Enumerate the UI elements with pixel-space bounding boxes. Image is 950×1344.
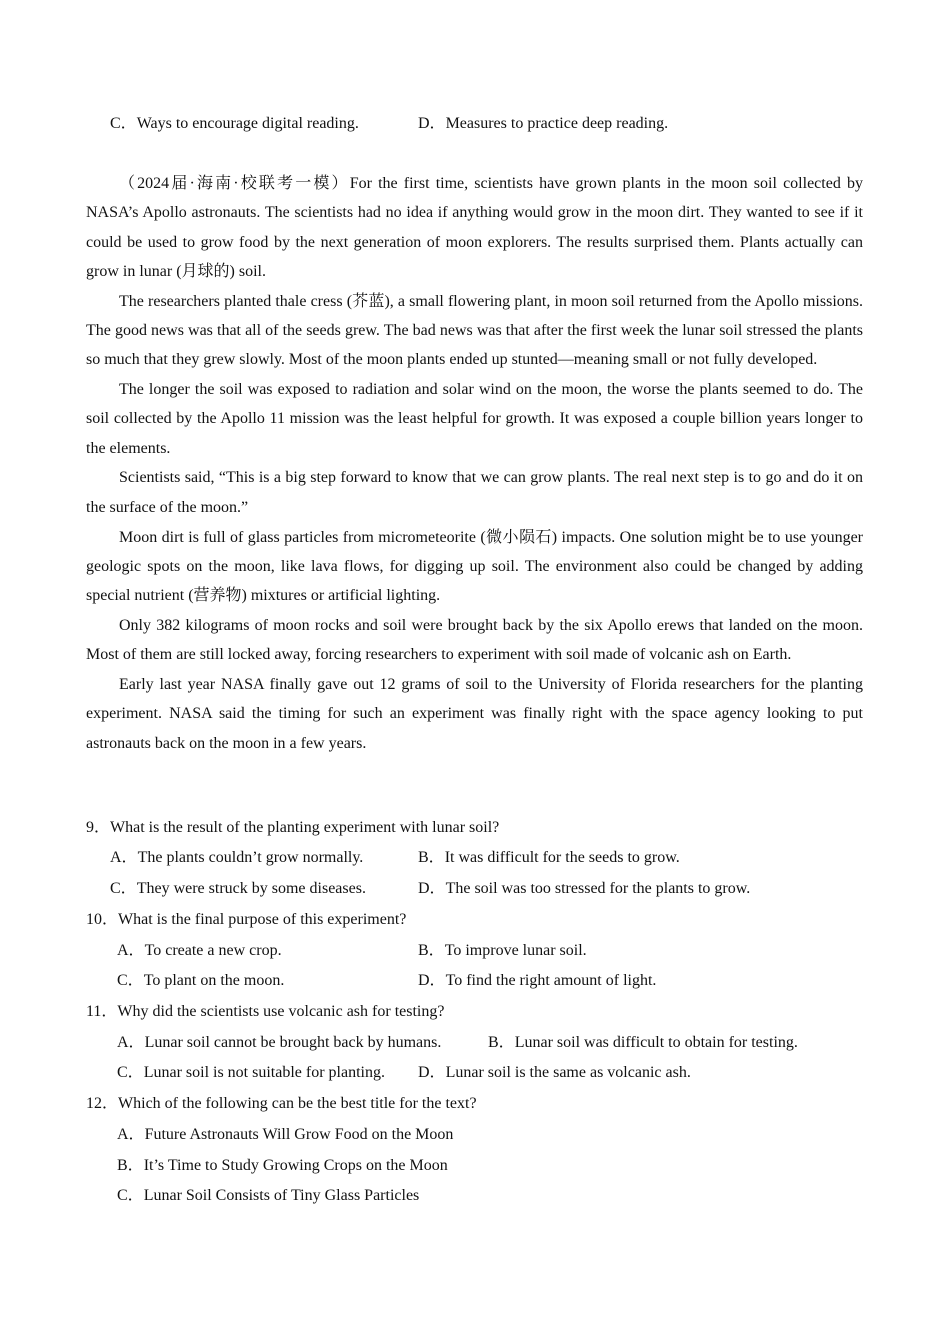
q10-option-d (418, 971, 656, 991)
q12-option-b (117, 1156, 448, 1176)
paragraph: The longer the soil was exposed to radiation and solar wind on the moon, the worse the plants seemed to do. The soil collected by the Apollo 11 mission was the least helpful for growth. It was exposed a couple billion years longer to the elements. (86, 381, 863, 457)
reading-passage (86, 169, 863, 758)
q11-option-d (418, 1063, 691, 1083)
q9-option-c (110, 879, 366, 899)
option-text: The plants couldn’t grow normally. (137, 849, 364, 866)
q11-option-b (488, 1033, 798, 1053)
option-text: To create a new crop. (144, 942, 282, 959)
q11-option-c (117, 1063, 385, 1083)
option-text: They were struck by some diseases. (136, 880, 366, 897)
option-text: Future Astronauts Will Grow Food on the Moon (144, 1126, 454, 1143)
option-label: B． (418, 942, 445, 959)
option-text: Lunar Soil Consists of Tiny Glass Particles (143, 1187, 420, 1204)
q9-option-b (418, 848, 680, 868)
option-label: D． (418, 972, 446, 989)
option-label: C． (117, 1187, 144, 1204)
paragraph: Scientists said, “This is a big step forward to know that we can grow plants. The real next step is to go and do it on the surface of the moon.” (86, 469, 863, 516)
question-12 (86, 1094, 477, 1114)
option-text: Ways to encourage digital reading. (136, 115, 359, 132)
paragraph: Moon dirt is full of glass particles from micrometeorite (微小陨石) impacts. One solution might be to use younger geologic spots on the moon, like lava flows, for digging up soil. The environment also could be changed by adding special nutrient (营养物) mixtures or artificial lighting. (86, 528, 863, 605)
question-number: 12． (86, 1095, 119, 1112)
paragraph: The researchers planted thale cress (芥蓝), a small flowering plant, in moon soil returned from the Apollo missions. The good news was that all of the seeds grew. The bad news was that after the first week the lunar soil stressed the plants so much that they grew slowly. Most of the moon plants ended up stunted—meaning small or not fully developed. (86, 292, 863, 369)
option-label: C． (117, 1064, 144, 1081)
paragraph: （2024届·海南·校联考一模）For the first time, scientists have grown plants in the moon soil collected by NASA’s Apollo astronauts. The scientists had no idea if anything would grow in the moon dirt. They wanted to see if it could be used to grow food by the next generation of moon explorers. The results surprised them. Plants actually can grow in lunar (月球的) soil. (86, 175, 863, 280)
option-text: Lunar soil was difficult to obtain for testing. (514, 1034, 798, 1051)
question-11 (86, 1002, 444, 1022)
question-number: 9． (86, 819, 111, 836)
option-text: To improve lunar soil. (444, 942, 587, 959)
option-label: B． (488, 1034, 515, 1051)
option-label: A． (117, 942, 145, 959)
option-label: D． (418, 115, 446, 132)
option-label: D． (418, 1064, 446, 1081)
question-text: What is the final purpose of this experiment? (118, 911, 407, 928)
option-label: D． (418, 880, 446, 897)
option-label: B． (117, 1157, 144, 1174)
option-text: To plant on the moon. (143, 972, 285, 989)
q9-option-d (418, 879, 750, 899)
q12-option-a (117, 1125, 453, 1145)
q12-option-c (117, 1186, 419, 1206)
option-label: C． (110, 880, 137, 897)
option-text: Measures to practice deep reading. (445, 115, 669, 132)
option-d-prev (418, 114, 668, 134)
question-text: Why did the scientists use volcanic ash for testing? (117, 1003, 445, 1020)
option-label: B． (418, 849, 445, 866)
question-text: Which of the following can be the best title for the text? (118, 1095, 477, 1112)
option-text: The soil was too stressed for the plants to grow. (445, 880, 751, 897)
option-text: Lunar soil is the same as volcanic ash. (445, 1064, 691, 1081)
question-text: What is the result of the planting experiment with lunar soil? (110, 819, 500, 836)
option-label: A． (110, 849, 138, 866)
option-text: It’s Time to Study Growing Crops on the Moon (143, 1157, 448, 1174)
option-text: Lunar soil is not suitable for planting. (143, 1064, 385, 1081)
option-c-prev (110, 114, 359, 134)
option-text: Lunar soil cannot be brought back by humans. (144, 1034, 442, 1051)
question-number: 10． (86, 911, 119, 928)
q10-option-a (117, 941, 282, 961)
question-number: 11． (86, 1003, 118, 1020)
paragraph: Only 382 kilograms of moon rocks and soil were brought back by the six Apollo erews that landed on the moon. Most of them are still locked away, forcing researchers to experiment with soil made of volcanic ash on Earth. (86, 616, 863, 664)
option-label: C． (110, 115, 137, 132)
q10-option-b (418, 941, 587, 961)
option-text: To find the right amount of light. (445, 972, 657, 989)
q9-option-a (110, 848, 363, 868)
paragraph: Early last year NASA finally gave out 12 grams of soil to the University of Florida researchers for the planting experiment. NASA said the timing for such an experiment was finally right with the space agency looking to put astronauts back on the moon in a few years. (86, 676, 863, 752)
option-label: A． (117, 1126, 145, 1143)
q10-option-c (117, 971, 284, 991)
option-label: C． (117, 972, 144, 989)
question-9 (86, 818, 499, 838)
question-10 (86, 910, 406, 930)
option-label: A． (117, 1034, 145, 1051)
q11-option-a (117, 1033, 441, 1053)
option-text: It was difficult for the seeds to grow. (444, 849, 680, 866)
